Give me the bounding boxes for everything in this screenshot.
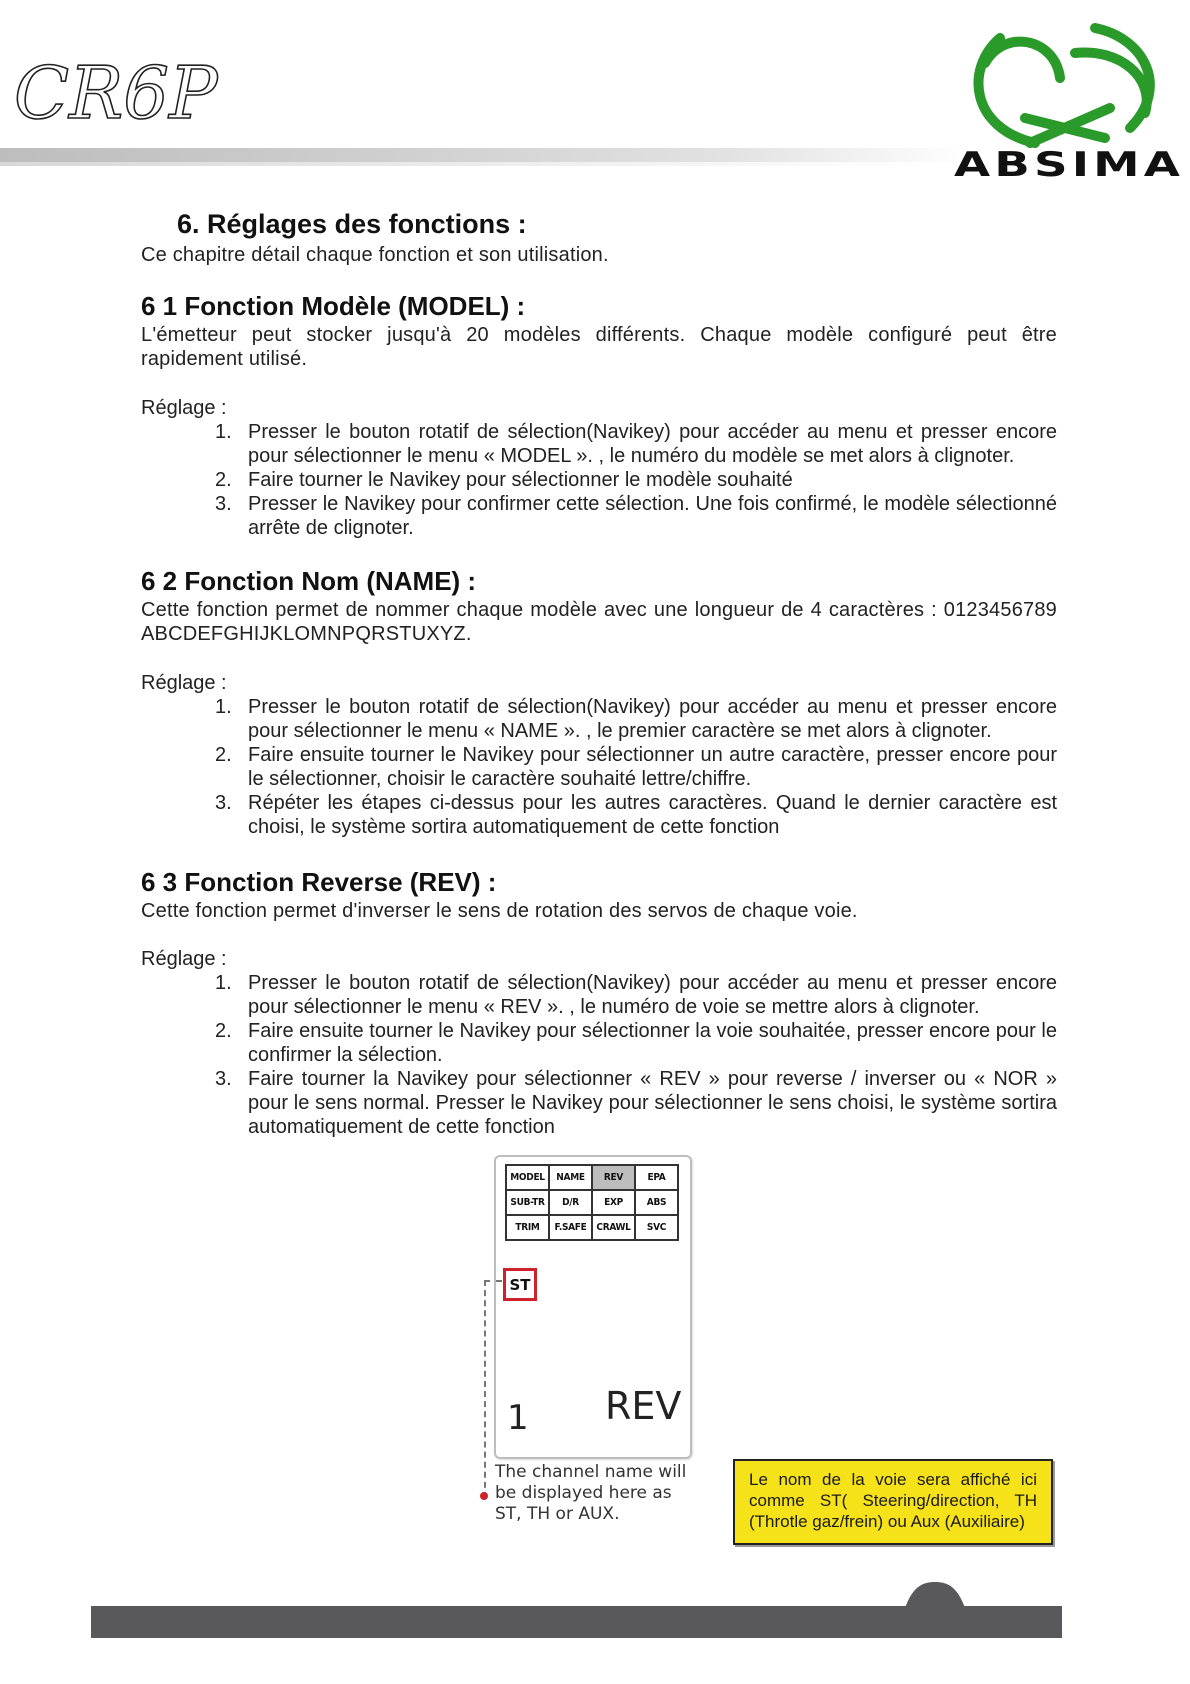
menu-grid: [505, 1164, 679, 1241]
callout-dot: [480, 1492, 488, 1500]
menu-item-dr: D/R: [549, 1190, 592, 1215]
list-item: 3. Presser le Navikey pour confirmer cette sélection. Une fois confirmé, le modèle sélectionné arrête de clignoter.: [215, 493, 1057, 539]
list-item: 3. Répéter les étapes ci-dessus pour les autres caractères. Quand le dernier caractère est choisi, le système sortira automatiquement de cette fonction: [215, 792, 1057, 838]
section-6-2-desc: Cette fonction permet de nommer chaque modèle avec une longueur de 4 caractères : 0123456789 ABCDEFGHIJKLOMNPQRSTUXYZ.: [141, 599, 1057, 645]
menu-item-svc: SVC: [635, 1215, 678, 1240]
section-6-2-heading: 6 2 Fonction Nom (NAME) :: [141, 566, 477, 596]
header-rule-thin: [0, 162, 930, 166]
section-6-3-desc: Cette fonction permet d'inverser le sens de rotation des servos de chaque voie.: [141, 900, 858, 922]
channel-name-box: [503, 1268, 537, 1301]
menu-item-abs: ABS: [635, 1190, 678, 1215]
section-6-3-setup-label: Réglage :: [141, 948, 227, 970]
svg-text:CR6P: CR6P: [14, 51, 218, 135]
menu-item-crawl: CRAWL: [592, 1215, 635, 1240]
section-6-1-desc: L'émetteur peut stocker jusqu'à 20 modèles différents. Chaque modèle configuré peut être rapidement utilisé.: [141, 324, 1057, 370]
section-6-3-heading: 6 3 Fonction Reverse (REV) :: [141, 867, 497, 897]
list-item: 1. Presser le bouton rotatif de sélection(Navikey) pour accéder au menu et presser encore pour sélectionner le menu « MODEL ». , le numéro du modèle se met alors à clignoter.: [215, 421, 1057, 467]
menu-item-fsafe: F.SAFE: [549, 1215, 592, 1240]
section-6-heading: [177, 208, 1093, 240]
note-box: Le nom de la voie sera affiché ici comme ST( Steering/direction, TH (Throtle gaz/frein) ou Aux (Auxiliaire): [733, 1459, 1053, 1545]
menu-item-model: MODEL: [506, 1165, 549, 1190]
header-rule: [0, 148, 970, 162]
svg-text:ABSIMA: ABSIMA: [954, 148, 1184, 180]
menu-item-sub-tr: SUB-TR: [506, 1190, 549, 1215]
callout-connector: [484, 1280, 502, 1282]
list-item: 1. Presser le bouton rotatif de sélection(Navikey) pour accéder au menu et presser encore pour sélectionner le menu « NAME ». , le premier caractère se met alors à clignoter.: [215, 696, 1057, 742]
section-6-3-steps: [141, 971, 1057, 1139]
list-item: 2. Faire ensuite tourner le Navikey pour sélectionner la voie souhaitée, presser encore pour le confirmer la sélection.: [215, 1020, 1057, 1066]
footer-bar: [91, 1606, 1062, 1638]
section-6-1-heading: 6 1 Fonction Modèle (MODEL) :: [141, 291, 526, 321]
channel-number: 1: [507, 1398, 529, 1438]
list-item: 1. Presser le bouton rotatif de sélection(Navikey) pour accéder au menu et presser encore pour sélectionner le menu « REV ». , le numéro de voie se mettre alors à clignoter.: [215, 972, 1057, 1018]
list-item: 2. Faire tourner le Navikey pour sélectionner le modèle souhaité: [215, 469, 793, 491]
section-6-2-steps: [141, 695, 1057, 839]
menu-item-name: NAME: [549, 1165, 592, 1190]
figure-caption: The channel name will be displayed here as ST, TH or AUX.: [495, 1462, 687, 1524]
section-6-2-setup-label: Réglage :: [141, 672, 227, 694]
menu-item-epa: EPA: [635, 1165, 678, 1190]
absima-wordmark: [952, 148, 1188, 180]
menu-item-rev: REV: [592, 1165, 635, 1190]
menu-item-exp: EXP: [592, 1190, 635, 1215]
section-6-1-setup-label: Réglage :: [141, 397, 227, 419]
footer-tab: [905, 1582, 965, 1608]
section-6-intro: Ce chapitre détail chaque fonction et son utilisation.: [141, 244, 609, 266]
section-6-1-steps: [141, 420, 1057, 540]
reverse-mode-value: REV: [605, 1384, 682, 1428]
callout-line: [484, 1280, 488, 1498]
page-title: 6. Réglages des fonctions :: [177, 209, 527, 239]
menu-item-trim: TRIM: [506, 1215, 549, 1240]
channel-name: ST: [509, 1275, 531, 1294]
list-item: 3. Faire tourner la Navikey pour sélectionner « REV » pour reverse / inverser ou « NOR » pour le sens normal. Presser le Navikey pour sélectionner le sens choisi, le système sortira automatiquement de cette fonction: [215, 1068, 1057, 1138]
list-item: 2. Faire ensuite tourner le Navikey pour sélectionner un autre caractère, presser encore pour le sélectionner, choisir le caractère souhaité lettre/chiffre.: [215, 744, 1057, 790]
cr6p-logo: [8, 48, 248, 148]
